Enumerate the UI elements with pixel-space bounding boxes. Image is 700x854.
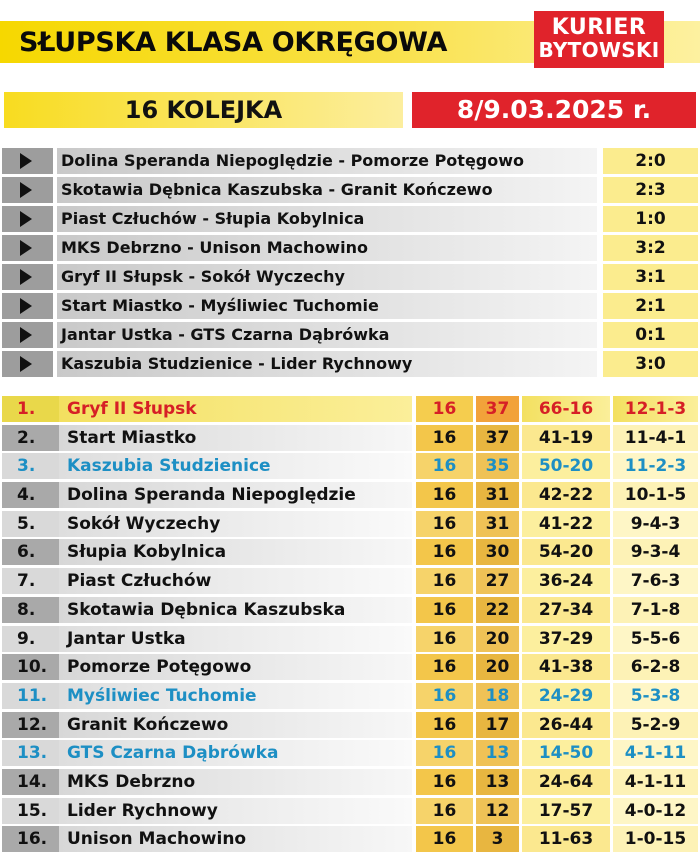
table-team: Unison Machowino	[59, 826, 412, 852]
table-position: 15.	[2, 798, 59, 824]
table-row	[2, 712, 698, 738]
table-played: 16	[416, 826, 473, 852]
table-played: 16	[416, 712, 473, 738]
table-team: Lider Rychnowy	[59, 798, 412, 824]
table-played: 16	[416, 654, 473, 680]
table-team: Myśliwiec Tuchomie	[59, 683, 412, 709]
match-name: MKS Debrzno - Unison Machowino	[57, 235, 597, 261]
table-row	[2, 798, 698, 824]
table-position: 1.	[2, 396, 59, 422]
table-team: Pomorze Potęgowo	[59, 654, 412, 680]
table-row	[2, 425, 698, 451]
table-position: 10.	[2, 654, 59, 680]
kurier-bytowski-logo	[534, 11, 664, 68]
table-position: 13.	[2, 740, 59, 766]
table-goals: 41-38	[522, 654, 610, 680]
round-date: 8/9.03.2025 r.	[412, 92, 696, 128]
results-list	[2, 148, 698, 380]
table-wdl: 5-3-8	[613, 683, 698, 709]
table-wdl: 4-1-11	[613, 769, 698, 795]
table-played: 16	[416, 568, 473, 594]
table-points: 13	[476, 740, 519, 766]
table-wdl: 1-0-15	[613, 826, 698, 852]
table-position: 14.	[2, 769, 59, 795]
table-played: 16	[416, 453, 473, 479]
match-score: 3:1	[603, 264, 698, 290]
table-team: MKS Debrzno	[59, 769, 412, 795]
table-goals: 37-29	[522, 626, 610, 652]
table-row	[2, 568, 698, 594]
table-wdl: 6-2-8	[613, 654, 698, 680]
table-position: 7.	[2, 568, 59, 594]
play-arrow-icon	[2, 148, 53, 174]
table-points: 3	[476, 826, 519, 852]
table-points: 35	[476, 453, 519, 479]
table-points: 27	[476, 568, 519, 594]
table-row	[2, 826, 698, 852]
table-position: 9.	[2, 626, 59, 652]
table-goals: 24-29	[522, 683, 610, 709]
table-points: 31	[476, 511, 519, 537]
table-row	[2, 482, 698, 508]
play-arrow-icon	[2, 264, 53, 290]
table-goals: 11-63	[522, 826, 610, 852]
match-score: 3:2	[603, 235, 698, 261]
table-position: 5.	[2, 511, 59, 537]
table-points: 22	[476, 597, 519, 623]
play-arrow-icon	[2, 293, 53, 319]
logo-line-2: BYTOWSKI	[538, 38, 660, 62]
table-position: 12.	[2, 712, 59, 738]
table-goals: 41-22	[522, 511, 610, 537]
table-wdl: 4-0-12	[613, 798, 698, 824]
play-arrow-icon	[2, 177, 53, 203]
match-score: 0:1	[603, 322, 698, 348]
result-row	[2, 351, 698, 377]
match-score: 1:0	[603, 206, 698, 232]
match-name: Dolina Speranda Niepoględzie - Pomorze Potęgowo	[57, 148, 597, 174]
table-points: 18	[476, 683, 519, 709]
match-score: 2:0	[603, 148, 698, 174]
match-name: Start Miastko - Myśliwiec Tuchomie	[57, 293, 597, 319]
match-name: Piast Człuchów - Słupia Kobylnica	[57, 206, 597, 232]
table-points: 20	[476, 626, 519, 652]
table-position: 3.	[2, 453, 59, 479]
table-points: 37	[476, 396, 519, 422]
table-goals: 36-24	[522, 568, 610, 594]
table-wdl: 12-1-3	[613, 396, 698, 422]
table-wdl: 10-1-5	[613, 482, 698, 508]
table-points: 31	[476, 482, 519, 508]
table-points: 17	[476, 712, 519, 738]
table-played: 16	[416, 798, 473, 824]
result-row	[2, 264, 698, 290]
table-row	[2, 597, 698, 623]
table-played: 16	[416, 396, 473, 422]
table-played: 16	[416, 597, 473, 623]
play-arrow-icon	[2, 351, 53, 377]
table-goals: 24-64	[522, 769, 610, 795]
table-position: 4.	[2, 482, 59, 508]
table-position: 11.	[2, 683, 59, 709]
play-arrow-icon	[2, 206, 53, 232]
table-team: Sokół Wyczechy	[59, 511, 412, 537]
table-played: 16	[416, 482, 473, 508]
table-team: Start Miastko	[59, 425, 412, 451]
table-row	[2, 740, 698, 766]
table-goals: 42-22	[522, 482, 610, 508]
result-row	[2, 293, 698, 319]
table-wdl: 5-5-6	[613, 626, 698, 652]
table-team: Granit Kończewo	[59, 712, 412, 738]
table-goals: 17-57	[522, 798, 610, 824]
table-wdl: 5-2-9	[613, 712, 698, 738]
table-goals: 54-20	[522, 539, 610, 565]
table-points: 20	[476, 654, 519, 680]
table-team: GTS Czarna Dąbrówka	[59, 740, 412, 766]
table-team: Skotawia Dębnica Kaszubska	[59, 597, 412, 623]
table-row	[2, 683, 698, 709]
table-goals: 66-16	[522, 396, 610, 422]
table-played: 16	[416, 683, 473, 709]
table-team: Piast Człuchów	[59, 568, 412, 594]
round-label: 16 KOLEJKA	[4, 92, 403, 128]
result-row	[2, 322, 698, 348]
table-played: 16	[416, 425, 473, 451]
table-team: Słupia Kobylnica	[59, 539, 412, 565]
table-position: 8.	[2, 597, 59, 623]
result-row	[2, 206, 698, 232]
table-played: 16	[416, 539, 473, 565]
match-name: Jantar Ustka - GTS Czarna Dąbrówka	[57, 322, 597, 348]
table-row	[2, 626, 698, 652]
table-played: 16	[416, 740, 473, 766]
table-position: 16.	[2, 826, 59, 852]
table-row	[2, 511, 698, 537]
table-team: Jantar Ustka	[59, 626, 412, 652]
league-table	[2, 396, 698, 854]
table-played: 16	[416, 769, 473, 795]
table-wdl: 7-6-3	[613, 568, 698, 594]
table-goals: 27-34	[522, 597, 610, 623]
match-name: Skotawia Dębnica Kaszubska - Granit Kończewo	[57, 177, 597, 203]
table-team: Dolina Speranda Niepoględzie	[59, 482, 412, 508]
logo-line-1: KURIER	[551, 15, 647, 40]
match-score: 2:3	[603, 177, 698, 203]
table-wdl: 9-4-3	[613, 511, 698, 537]
table-row	[2, 396, 698, 422]
result-row	[2, 148, 698, 174]
result-row	[2, 177, 698, 203]
table-played: 16	[416, 626, 473, 652]
match-score: 3:0	[603, 351, 698, 377]
table-wdl: 4-1-11	[613, 740, 698, 766]
match-name: Kaszubia Studzienice - Lider Rychnowy	[57, 351, 597, 377]
match-score: 2:1	[603, 293, 698, 319]
table-played: 16	[416, 511, 473, 537]
table-row	[2, 453, 698, 479]
table-row	[2, 769, 698, 795]
table-position: 6.	[2, 539, 59, 565]
play-arrow-icon	[2, 235, 53, 261]
table-position: 2.	[2, 425, 59, 451]
table-goals: 14-50	[522, 740, 610, 766]
table-row	[2, 539, 698, 565]
result-row	[2, 235, 698, 261]
table-goals: 41-19	[522, 425, 610, 451]
table-wdl: 9-3-4	[613, 539, 698, 565]
table-wdl: 7-1-8	[613, 597, 698, 623]
play-arrow-icon	[2, 322, 53, 348]
table-wdl: 11-2-3	[613, 453, 698, 479]
table-row	[2, 654, 698, 680]
match-name: Gryf II Słupsk - Sokół Wyczechy	[57, 264, 597, 290]
table-goals: 50-20	[522, 453, 610, 479]
page-title: SŁUPSKA KLASA OKRĘGOWA	[19, 27, 448, 58]
table-points: 12	[476, 798, 519, 824]
table-team: Kaszubia Studzienice	[59, 453, 412, 479]
table-points: 37	[476, 425, 519, 451]
table-points: 13	[476, 769, 519, 795]
table-team: Gryf II Słupsk	[59, 396, 412, 422]
table-points: 30	[476, 539, 519, 565]
table-wdl: 11-4-1	[613, 425, 698, 451]
table-goals: 26-44	[522, 712, 610, 738]
